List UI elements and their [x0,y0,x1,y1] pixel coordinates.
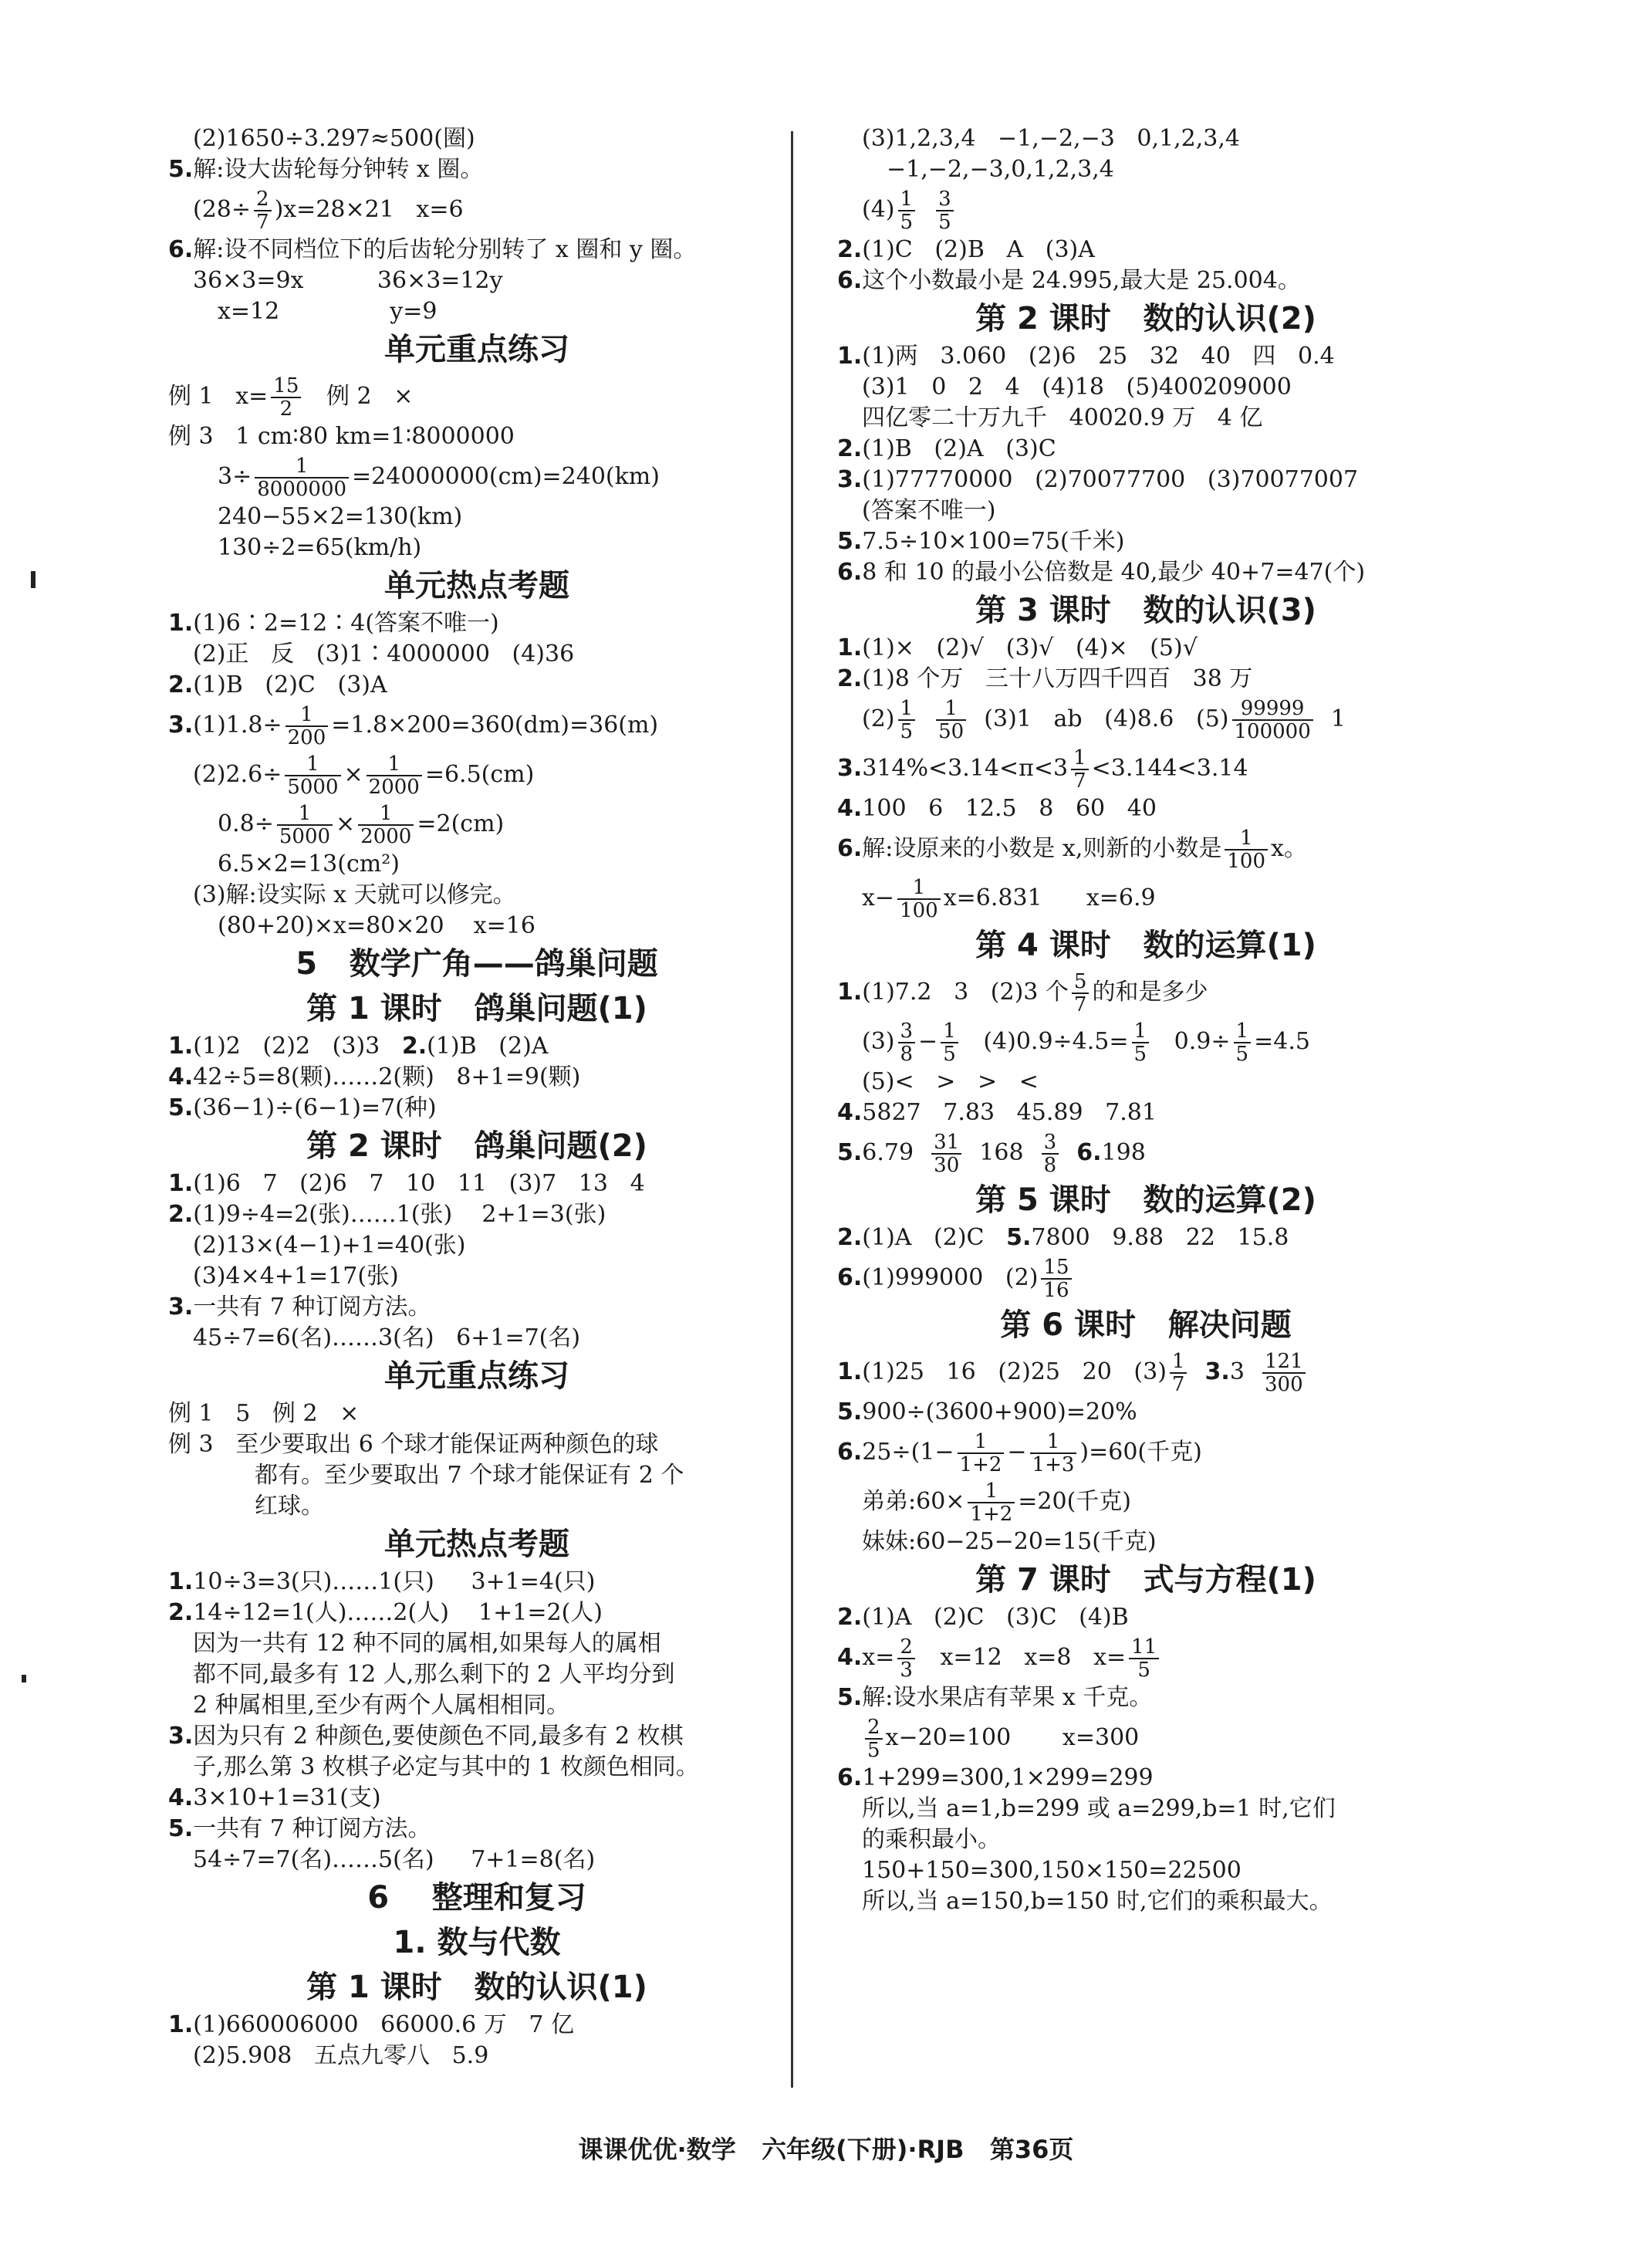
answer-line: 54÷7=7(名)……5(名) 7+1=8(名) [193,1846,596,1873]
answer-text: (1)A (2)C [862,1224,1007,1251]
answer-line: 都不同,最多有 12 人,那么剩下的 2 人平均分到 [193,1661,675,1688]
answer-text: − [918,1028,938,1055]
answer-text: (1)7.2 3 (2)3 个 [862,979,1069,1006]
answer-line: 的乘积最小。 [862,1826,1001,1853]
answer-line: 150+150=300,150×150=22500 [862,1857,1242,1884]
fraction: $\frac{1}{7}$ [1170,1351,1187,1395]
question-number: 3. [168,1723,194,1750]
lesson-heading: 第 5 课时 数的运算(2) [975,1182,1316,1218]
answer-text: 5827 7.83 45.89 7.81 [862,1099,1157,1126]
question-number: 3. [168,712,194,739]
question-number: 6. [1076,1139,1102,1166]
answer-text: 7.5÷10×100=75(千米) [862,528,1125,555]
question-number: 2. [168,671,194,698]
answer-line: (3)1,2,3,4 −1,−2,−3 0,1,2,3,4 [862,125,1240,152]
question-number: 2. [837,236,863,263]
question-number: 1. [168,1170,194,1197]
question-number: 2. [837,435,863,462]
question-number: 1. [168,2011,194,2038]
answer-line: (3)1 0 2 4 (4)18 (5)400209000 [862,374,1292,401]
question-number: 1. [837,979,863,1006]
chapter-heading: 5 数学广角——鸽巢问题 [296,946,658,982]
answer-line: (2)正 反 (3)1∶4000000 (4)36 [193,641,575,668]
answer-text: (1)× (2)√ (3)√ (4)× (5)√ [862,634,1198,661]
fraction: $\frac{3}{8}$ [1042,1131,1059,1176]
question-number: 2. [401,1033,427,1060]
question-number: 6. [837,1264,863,1291]
answer-text: 198 [1101,1139,1146,1166]
answer-text: 100 6 12.5 8 60 40 [862,795,1157,822]
answer-line: 四亿零二十万九千 40020.9 万 4 亿 [862,404,1263,431]
lesson-heading: 第 1 课时 鸽巢问题(1) [306,991,647,1026]
fraction: $\frac{3}{8}$ [898,1020,916,1065]
page-footer: 课课优优·数学 六年级(下册)·RJB 第36页 [578,2135,1074,2164]
question-number: 2. [837,1604,863,1631]
answer-line: −1,−2,−3,0,1,2,3,4 [887,156,1114,183]
question-number: 3. [1204,1358,1230,1385]
fraction: $\frac{2}{3}$ [897,1636,915,1681]
answer-text: (1)660006000 66000.6 万 7 亿 [193,2011,574,2038]
answer-text: 一共有 7 种订阅方法。 [193,1815,431,1842]
question-number: 5. [837,528,863,555]
answer-text: 解:设水果店有苹果 x 千克。 [862,1684,1153,1711]
answer-line: 红球。 [255,1493,324,1520]
answer-text: (36−1)÷(6−1)=7(种) [193,1094,437,1121]
fraction: $\frac{5}{7}$ [1072,971,1090,1016]
answer-line: 130÷2=65(km/h) [218,534,422,561]
answer-text: (2)2.6÷ [193,761,282,788]
question-number: 1. [837,1358,863,1385]
question-number: 5. [168,156,194,183]
answer-text: =20(千克) [1018,1488,1132,1515]
answer-text: 例 2 × [304,383,414,410]
answer-text: x=6.831 x=6.9 [943,884,1156,911]
answer-line: (2)13×(4−1)+1=40(张) [193,1232,466,1259]
answer-text: (1)8 个万 三十八万四千四百 38 万 [862,665,1253,692]
question-number: 1. [168,1568,194,1595]
answer-text: =2(cm) [417,810,505,837]
answer-text: (28÷ [193,196,252,223]
question-number: 1. [168,610,194,637]
answer-text: − [1007,1439,1027,1466]
fraction: $\frac{1}{5}$ [898,188,916,233]
lesson-heading: 第 2 课时 鸽巢问题(2) [306,1128,647,1164]
answer-text: 10÷3=3(只)……1(只) 3+1=4(只) [193,1568,596,1595]
answer-text: (1)77770000 (2)70077700 (3)70077007 [862,466,1359,493]
question-number: 5. [837,1139,863,1166]
fraction: $\frac{31}{30}$ [931,1131,961,1176]
lesson-heading: 第 4 课时 数的运算(1) [975,928,1316,963]
answer-text: (1)1.8÷ [193,712,282,739]
answer-text: (1)6 7 (2)6 7 10 11 (3)7 13 4 [193,1170,645,1197]
answer-text: (4)0.9÷4.5= [961,1028,1129,1055]
fraction: $\frac{1}{5}$ [941,1020,958,1065]
answer-text: (1)25 16 (2)25 20 (3) [862,1358,1167,1385]
fraction: $\frac{1}{8000000}$ [255,455,349,500]
answer-text: (1)B (2)A (3)C [862,435,1056,462]
answer-text: 0.8÷ [218,810,274,837]
fraction: $\frac{1}{2000}$ [367,753,422,798]
column-divider [791,131,793,2088]
fraction: $\frac{1}{200}$ [285,704,329,749]
answer-line: (答案不唯一) [862,497,996,524]
answer-text: 6.79 [862,1139,914,1166]
answer-text: (1)两 3.060 (2)6 25 32 40 四 0.4 [862,343,1335,370]
answer-text: 900÷(3600+900)=20% [862,1398,1137,1425]
answer-text: 的和是多少 [1092,979,1208,1006]
answer-text: (3) [862,1028,895,1055]
question-number: 6. [837,1439,863,1466]
answer-text: x=12 x=8 x= [917,1644,1127,1671]
fraction: $\frac{121}{300}$ [1262,1351,1306,1395]
answer-text: =1.8×200=360(dm)=36(m) [331,712,659,739]
fraction: $\frac{2}{7}$ [254,188,272,233]
question-number: 5. [837,1684,863,1711]
answer-line: (80+20)×x=80×20 x=16 [218,912,535,939]
answer-line: 45÷7=6(名)……3(名) 6+1=7(名) [193,1324,581,1351]
question-number: 2. [168,1201,194,1228]
answer-line: 2 种属相里,至少有两个人属相相同。 [193,1692,570,1719]
fraction: $\frac{1}{5}$ [898,698,916,742]
question-number: 5. [168,1094,194,1121]
answer-text: 42÷5=8(颗)……2(颗) 8+1=9(颗) [193,1064,581,1091]
fraction: $\frac{1}{1+2}$ [958,1431,1005,1476]
section-heading: 1. 数与代数 [393,1925,561,1960]
answer-text: 解:设大齿轮每分钟转 x 圈。 [193,156,484,183]
question-number: 5. [168,1815,194,1842]
answer-text: 解:设不同档位下的后齿轮分别转了 x 圈和 y 圈。 [193,236,697,263]
fraction: $\frac{1}{5000}$ [285,753,340,798]
question-number: 6. [837,835,863,862]
answer-line: 因为一共有 12 种不同的属相,如果每人的属相 [193,1630,661,1657]
answer-text: (1)2 (2)2 (3)3 [193,1033,402,1060]
question-number: 6. [837,559,863,586]
lesson-heading: 第 7 课时 式与方程(1) [975,1562,1316,1598]
question-number: 1. [168,1033,194,1060]
question-number: 2. [837,1224,863,1251]
question-number: 3. [837,466,863,493]
fraction: $\frac{1}{100}$ [1225,827,1268,872]
answer-line: 例 1 5 例 2 × [168,1400,360,1427]
fraction: $\frac{2}{5}$ [865,1716,883,1761]
question-number: 6. [837,267,863,294]
answer-text: 3÷ [218,463,252,490]
answer-text: × [336,810,356,837]
answer-text: )=60(千克) [1079,1439,1202,1466]
lesson-heading: 第 3 课时 数的认识(3) [975,593,1316,628]
answer-text: 0.9÷ [1152,1028,1231,1055]
section-heading: 单元热点考题 [384,1527,569,1562]
fraction: $\frac{1}{7}$ [1071,747,1089,792]
answer-line: 子,那么第 3 枚棋子必定与其中的 1 枚颜色相同。 [193,1753,699,1780]
answer-text: x。 [1271,835,1307,862]
answer-line: 都有。至少要取出 7 个球才能保证有 2 个 [255,1462,684,1489]
section-heading: 单元重点练习 [384,332,569,367]
answer-line: (3)4×4+1=17(张) [193,1263,399,1290]
fraction: $\frac{1}{2000}$ [358,803,414,847]
lesson-heading: 第 1 课时 数的认识(1) [306,1970,647,2005]
fraction: $\frac{11}{5}$ [1129,1636,1159,1681]
answer-text: (1)A (2)C (3)C (4)B [862,1604,1129,1631]
answer-line: 240−55×2=130(km) [218,503,463,530]
answer-text: <3.144<3.14 [1091,755,1248,782]
answer-text: 25÷(1− [862,1439,954,1466]
fraction: $\frac{1}{1+2}$ [968,1480,1015,1525]
answer-text: (1)6∶2=12∶4(答案不唯一) [193,610,499,637]
answer-text: )x=28×21 x=6 [274,196,464,223]
answer-line: 妹妹:60−25−20=15(千克) [862,1528,1157,1555]
question-number: 5. [1006,1224,1032,1251]
answer-line: (3)解:设实际 x 天就可以修完。 [193,881,516,908]
answer-line: (2)5.908 五点九零八 5.9 [193,2042,489,2069]
scan-mark [31,571,35,588]
question-number: 6. [168,236,194,263]
answer-text: 因为只有 2 种颜色,要使颜色不同,最多有 2 枚棋 [193,1723,684,1750]
answer-line: x=12 y=9 [218,298,437,325]
answer-text: (3)1 ab (4)8.6 (5) [984,705,1229,732]
answer-line: 所以,当 a=1,b=299 或 a=299,b=1 时,它们 [862,1795,1336,1822]
fraction: $\frac{3}{5}$ [936,188,954,233]
answer-text: × [343,761,363,788]
question-number: 4. [168,1784,194,1811]
answer-text: 1 [1330,705,1346,732]
answer-line: 所以,当 a=150,b=150 时,它们的乘积最大。 [862,1888,1333,1915]
lesson-heading: 第 2 课时 数的认识(2) [975,301,1316,336]
fraction: $\frac{1}{5}$ [1132,1020,1150,1065]
question-number: 3. [168,1294,194,1321]
answer-text: =24000000(cm)=240(km) [352,463,660,490]
answer-text: (1)B (2)C (3)A [193,671,387,698]
question-number: 2. [168,1599,194,1626]
answer-text: x− [862,884,895,911]
fraction: $\frac{1}{50}$ [936,698,966,742]
answer-text: 1+299=300,1×299=299 [862,1764,1154,1791]
fraction: $\frac{1}{100}$ [897,877,941,922]
question-number: 1. [837,343,863,370]
answer-line: (2)1650÷3.297≈500(圈) [193,125,475,152]
answer-text: 14÷12=1(人)……2(人) 1+1=2(人) [193,1599,603,1626]
answer-line: 例 3 至少要取出 6 个球才能保证两种颜色的球 [168,1431,659,1458]
answer-line: 例 3 1 cm∶80 km=1∶8000000 [168,423,515,450]
answer-text: 3×10+1=31(支) [193,1784,381,1811]
answer-text: (1)999000 (2) [862,1264,1039,1291]
lesson-heading: 第 6 课时 解决问题 [1000,1307,1292,1343]
question-number: 5. [837,1398,863,1425]
section-heading: 单元重点练习 [384,1358,569,1394]
question-number: 4. [837,1644,863,1671]
answer-text: 这个小数最小是 24.995,最大是 25.004。 [862,267,1301,294]
answer-text: =6.5(cm) [424,761,535,788]
question-number: 3. [837,755,863,782]
answer-text: x−20=100 x=300 [885,1724,1140,1751]
fraction: $\frac{15}{16}$ [1041,1256,1071,1301]
question-number: 6. [837,1764,863,1791]
answer-text: (1)B (2)A [427,1033,549,1060]
scan-mark [22,1675,26,1682]
answer-line: (5)< > > < [862,1068,1039,1095]
answer-text: 解:设原来的小数是 x,则新的小数是 [862,835,1222,862]
answer-text: (2) [862,705,895,732]
answer-text: 314%<3.14<π<3 [862,755,1069,782]
answer-text: 一共有 7 种订阅方法。 [193,1294,431,1321]
answer-text: 弟弟:60× [862,1488,965,1515]
answer-text: (1)C (2)B A (3)A [862,236,1095,263]
fraction: $\frac{99999}{100000}$ [1232,698,1313,742]
fraction: $\frac{15}{2}$ [271,375,301,420]
question-number: 4. [168,1064,194,1091]
answer-text: =4.5 [1254,1028,1310,1055]
right-column [837,123,1454,1917]
answer-text: 7800 9.88 22 15.8 [1031,1224,1289,1251]
question-number: 2. [837,665,863,692]
answer-line: 6.5×2=13(cm²) [218,851,400,878]
answer-text: 3 [1229,1358,1245,1385]
fraction: $\frac{1}{1+3}$ [1030,1431,1077,1476]
section-heading: 单元热点考题 [384,568,569,604]
answer-text: x= [862,1644,895,1671]
answer-line: 36×3=9x 36×3=12y [193,267,503,294]
answer-text: 例 1 x= [168,383,269,410]
chapter-heading: 6 整理和复习 [367,1880,586,1916]
answer-text: (4) [862,196,895,223]
left-column [168,123,785,2071]
fraction: $\frac{1}{5000}$ [277,803,333,847]
answer-text: 8 和 10 的最小公倍数是 40,最少 40+7=47(个) [862,559,1366,586]
question-number: 4. [837,795,863,822]
answer-text: (1)9÷4=2(张)……1(张) 2+1=3(张) [193,1201,606,1228]
answer-text: 168 [979,1139,1024,1166]
question-number: 1. [837,634,863,661]
fraction: $\frac{1}{5}$ [1234,1020,1252,1065]
question-number: 4. [837,1099,863,1126]
